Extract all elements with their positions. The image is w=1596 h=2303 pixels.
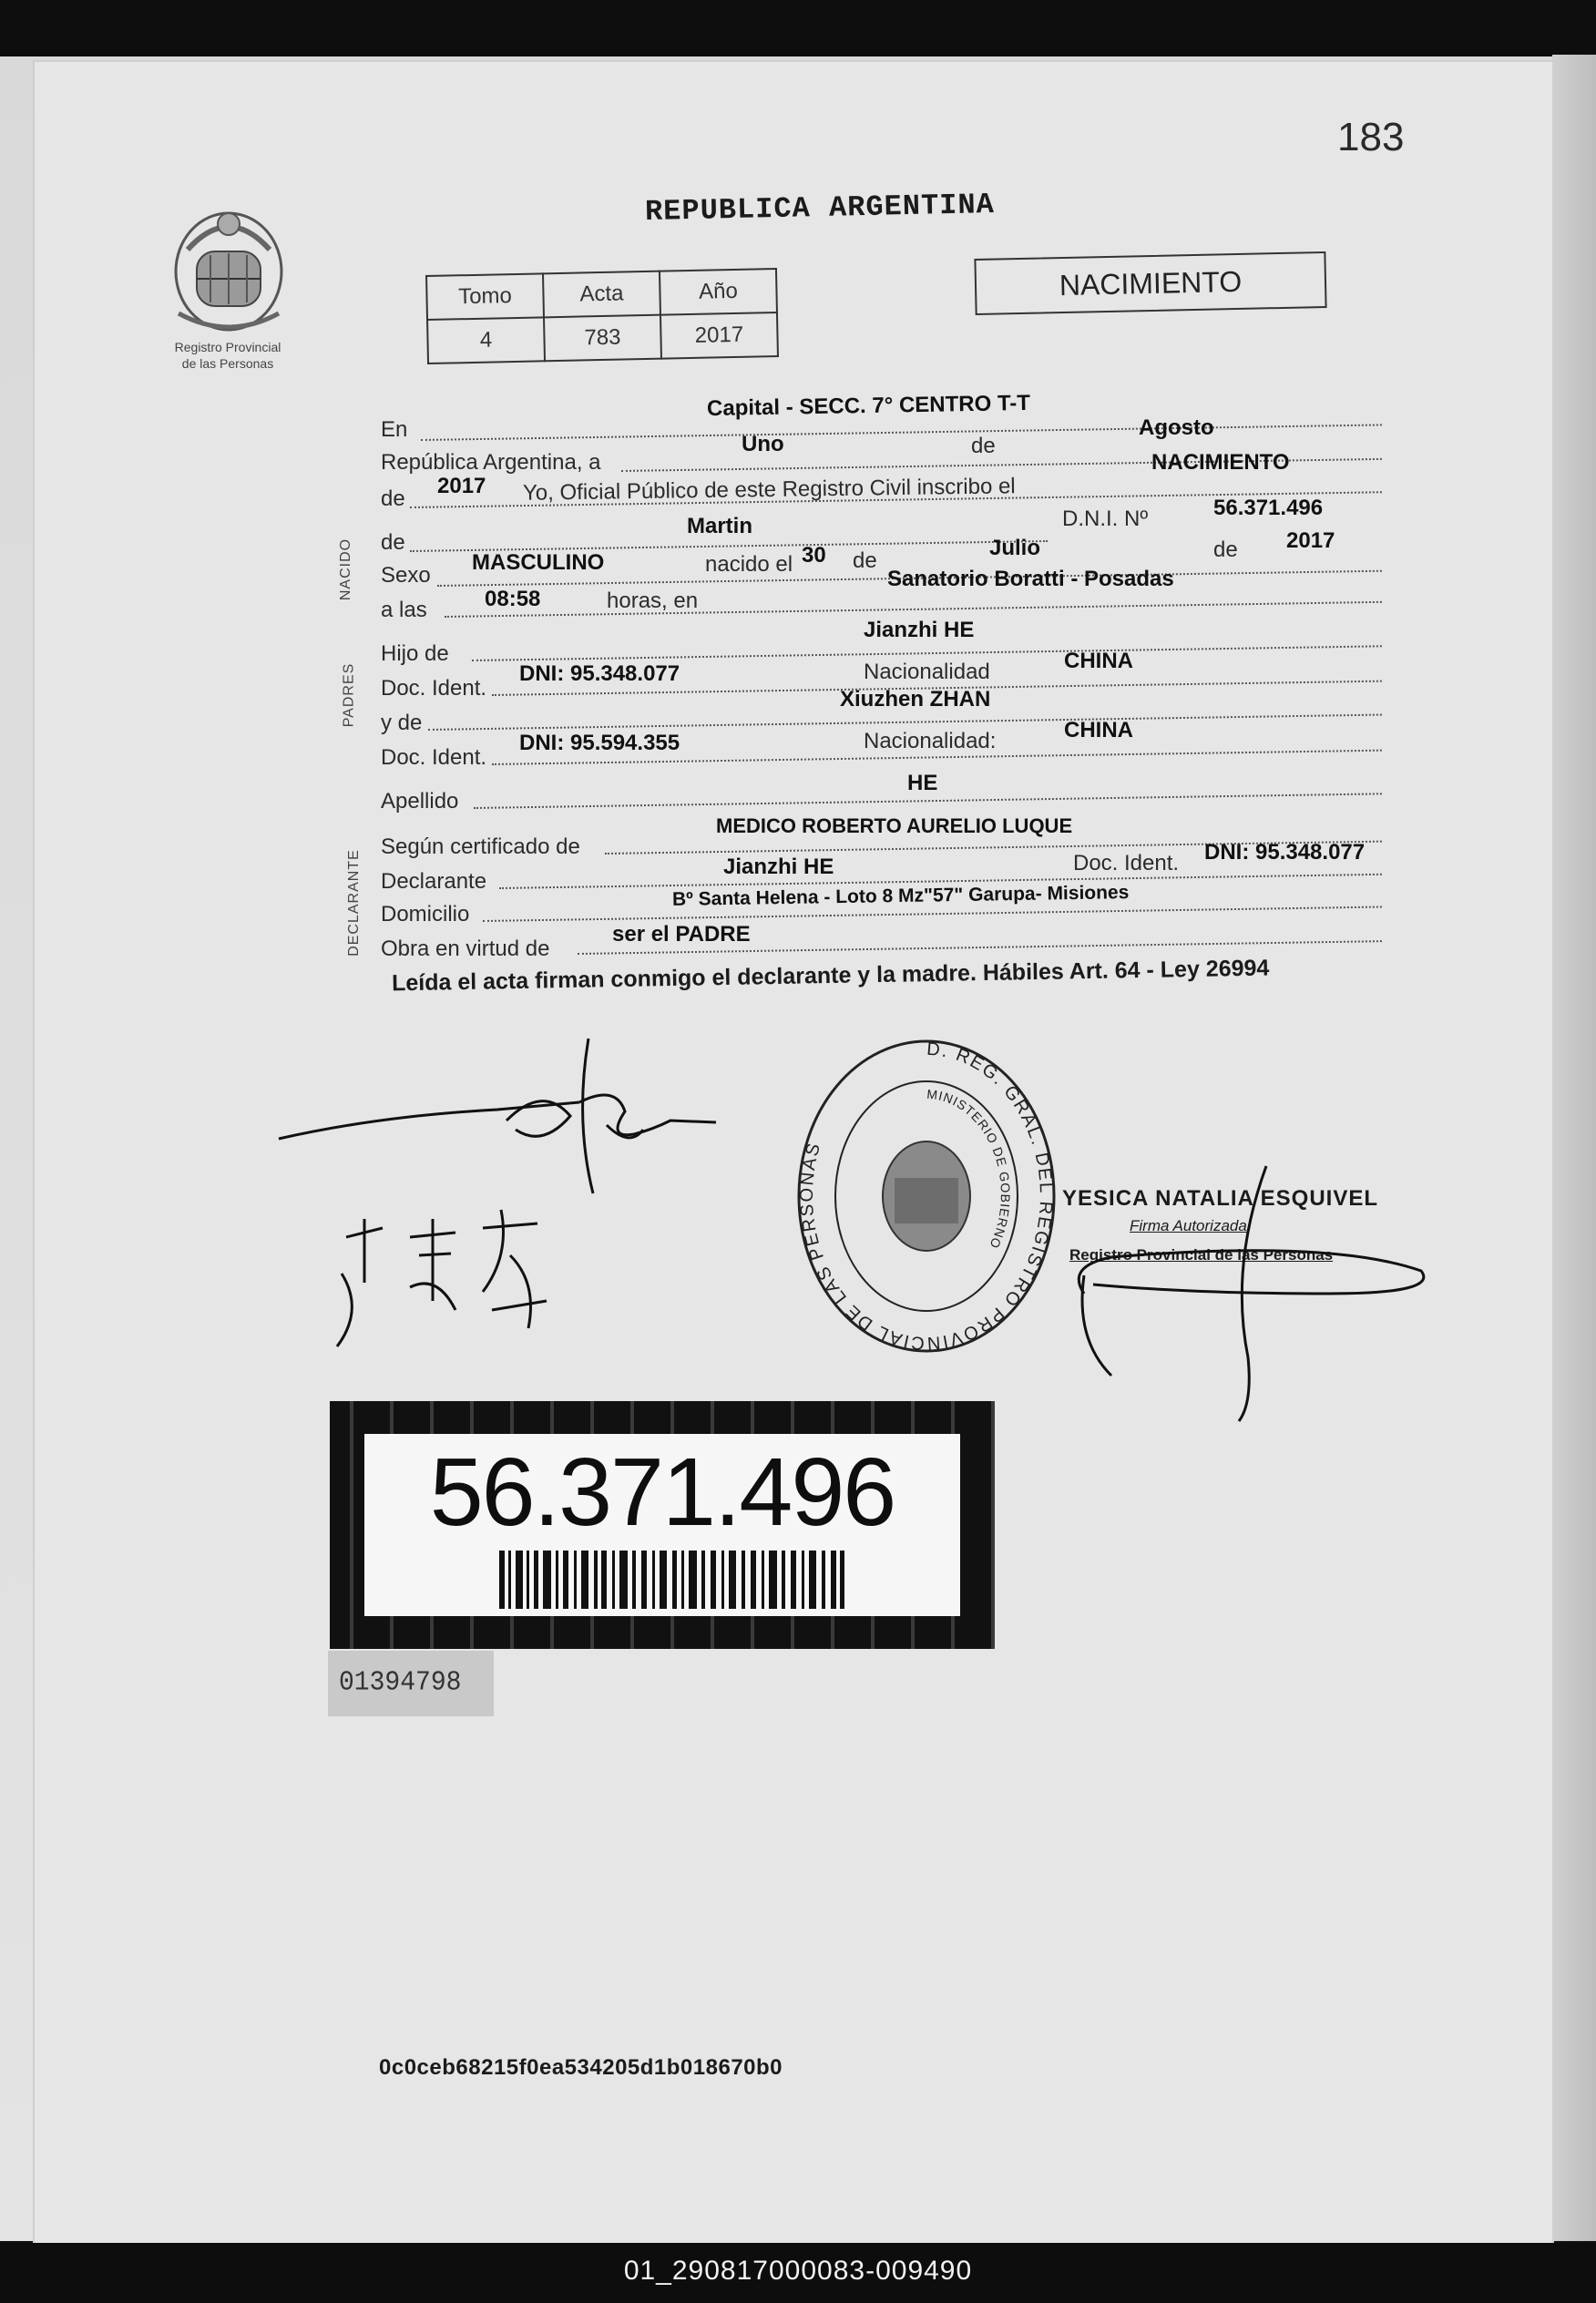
official-name: YESICA NATALIA ESQUIVEL — [1062, 1186, 1379, 1211]
field-declarante: Jianzhi HE — [723, 855, 834, 879]
barcode-icon — [499, 1551, 845, 1609]
field-obra: ser el PADRE — [612, 922, 751, 947]
label-hijo: Hijo de — [381, 641, 449, 666]
label-domicilio: Domicilio — [381, 902, 470, 926]
field-nac2: CHINA — [1064, 718, 1133, 742]
side-label-declarante: DECLARANTE — [345, 849, 362, 957]
table-cell: 4 — [427, 317, 545, 363]
field-time: 08:58 — [485, 587, 541, 611]
serial-sticker — [328, 1651, 494, 1716]
side-label-nacido: NACIDO — [338, 537, 354, 601]
label-nac1: Nacionalidad — [864, 660, 990, 684]
crest-caption-line: Registro Provincial — [174, 340, 281, 354]
seal-inner-text: MINISTERIO DE GOBIERNO — [926, 1086, 1014, 1252]
label-de5: de — [1213, 537, 1238, 562]
field-doc2: DNI: 95.594.355 — [519, 731, 680, 755]
label-de2: de — [381, 486, 405, 511]
label-doc2: Doc. Ident. — [381, 745, 487, 770]
field-birth-month: Julio — [989, 536, 1041, 560]
official-seal-icon — [785, 1028, 1068, 1365]
label-doc1: Doc. Ident. — [381, 676, 487, 701]
label-nacido: nacido el — [705, 552, 793, 577]
record-type-box: NACIMIENTO — [974, 251, 1326, 315]
label-yo: Yo, Oficial Público de este Registro Civil inscribo el — [522, 474, 1016, 506]
field-dni: 56.371.496 — [1213, 496, 1324, 520]
label-en: En — [381, 417, 408, 442]
label-doc3: Doc. Ident. — [1073, 851, 1180, 875]
official-role: Firma Autorizada — [1130, 1217, 1247, 1234]
field-day: Uno — [742, 432, 784, 456]
scan-filename: 01_290817000083-009490 — [623, 2256, 973, 2286]
field-domicilio: Bº Santa Helena - Loto 8 Mz"57" Garupa- Misiones — [671, 882, 1130, 910]
table-cell: 783 — [544, 315, 661, 362]
field-doc1: DNI: 95.348.077 — [519, 661, 680, 686]
field-place: Sanatorio Boratti - Posadas — [887, 567, 1174, 591]
label-segun: Según certificado de — [381, 834, 580, 859]
field-month: Agosto — [1139, 415, 1214, 440]
page-number: 183 — [1337, 115, 1405, 159]
crest-caption-line: de las Personas — [181, 356, 274, 371]
field-name: Martin — [687, 514, 752, 538]
label-alas: a las — [381, 598, 427, 622]
label-de4: de — [853, 548, 877, 573]
document-hash: 0c0ceb68215f0ea534205d1b018670b0 — [379, 2055, 783, 2080]
barcode-label — [330, 1401, 995, 1649]
label-de: de — [971, 434, 996, 458]
declarant-signature-icon — [270, 1029, 743, 1203]
field-apellido: HE — [907, 771, 938, 795]
table-header: Tomo — [426, 273, 544, 320]
document-title: REPUBLICA ARGENTINA — [644, 187, 996, 230]
field-birth-year: 2017 — [1286, 528, 1335, 553]
official-signature-icon — [1057, 1157, 1439, 1430]
label-horas: horas, en — [607, 589, 699, 613]
table-cell: 2017 — [660, 312, 778, 359]
dotted-line — [483, 906, 1382, 922]
field-nac1: CHINA — [1064, 649, 1133, 673]
label-dni: D.N.I. Nº — [1062, 507, 1149, 531]
label-declarante: Declarante — [381, 869, 487, 894]
field-father: Jianzhi HE — [864, 618, 975, 642]
side-label-padres: PADRES — [341, 662, 357, 728]
barcode-label-inner — [364, 1434, 960, 1616]
mother-signature-icon — [328, 1201, 565, 1356]
field-mother: Xiuzhen ZHAN — [840, 687, 991, 711]
label-obra: Obra en virtud de — [381, 937, 550, 961]
label-nac2: Nacionalidad: — [864, 729, 997, 753]
field-inscribo: NACIMIENTO — [1151, 450, 1290, 475]
seal-outer-text: D. REG. GRAL. DEL REGISTRO PROVINCIAL DE LAS PERSONAS — [796, 1039, 1057, 1354]
serial-number: 01394798 — [339, 1667, 462, 1699]
label-republica: República Argentina, a — [381, 450, 601, 475]
label-apellido: Apellido — [381, 789, 459, 814]
official-office: Registro Provincial de las Personas — [1069, 1246, 1334, 1264]
barcode-number: 56.371.496 — [429, 1438, 895, 1546]
field-birth-day: 30 — [802, 543, 826, 568]
dotted-line — [445, 601, 1382, 618]
dotted-line — [421, 424, 1382, 441]
label-yde: y de — [381, 711, 423, 735]
label-sexo: Sexo — [381, 563, 431, 588]
field-doc3: DNI: 95.348.077 — [1204, 840, 1366, 865]
field-en-value: Capital - SECC. 7° CENTRO T-T — [706, 390, 1031, 422]
field-segun: MEDICO ROBERTO AURELIO LUQUE — [716, 814, 1073, 837]
closing-statement: Leída el acta firman conmigo el declarante y la madre. Hábiles Art. 64 - Ley 26994 — [391, 955, 1270, 997]
label-de3: de — [381, 530, 405, 555]
field-sexo: MASCULINO — [472, 550, 605, 575]
field-year: 2017 — [437, 474, 486, 498]
table-header: Acta — [543, 271, 660, 318]
table-header: Año — [660, 269, 777, 315]
